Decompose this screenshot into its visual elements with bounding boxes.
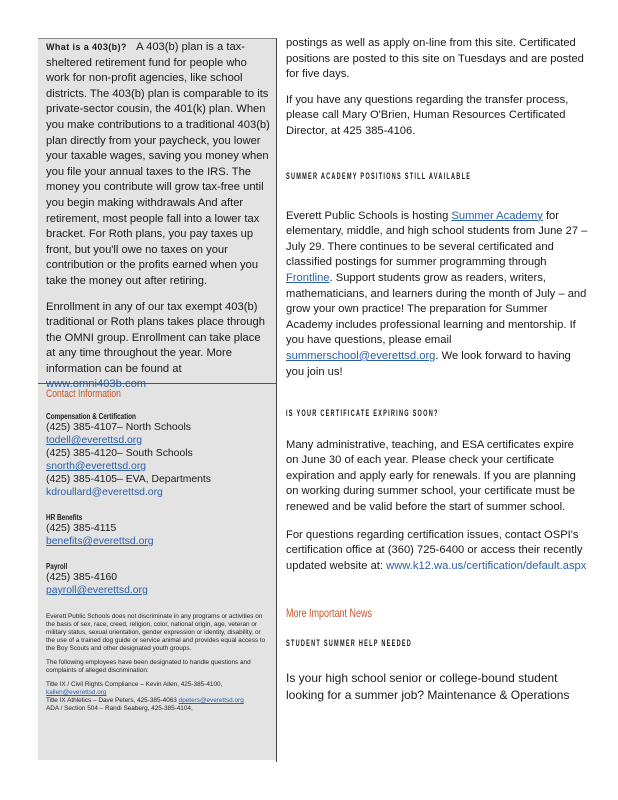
frontline-link[interactable]: Frontline	[286, 271, 330, 284]
transfer-questions: If you have any questions regarding the transfer process, please call Mary O'Brien, Human Resources Certificated Director, at 425 385-4106.	[286, 93, 569, 137]
designee-name: – Kevin Allen, 425-385-4100,	[140, 681, 223, 688]
contact-line: (425) 385-4120– South Schools	[46, 448, 193, 459]
student-summer-heading: STUDENT SUMMER HELP NEEDED	[286, 638, 413, 649]
intro-question-label: What is a 403(b)?	[46, 42, 127, 52]
contact-email[interactable]: kdroullard@everettsd.org	[46, 487, 163, 498]
contact-title-benefits: HR Benefits	[46, 513, 83, 522]
summer-academy-link[interactable]: Summer Academy	[451, 209, 543, 222]
certificate-paragraph-2	[286, 528, 588, 575]
contact-line: (425) 385-4107– North Schools	[46, 422, 191, 433]
intro-section	[46, 40, 270, 403]
designee-role: Title IX Athletics	[46, 697, 92, 704]
cert-text: For questions regarding certification issues, contact OSPI's certification office at (360) 725-6400 or access their recently updated website at:	[286, 528, 583, 572]
summer-academy-paragraph	[286, 209, 588, 381]
designee-name: – Randi Seaberg, 425-385-4104,	[99, 705, 193, 712]
intro-text-1: A 403(b) plan is a tax-sheltered retirement fund for people who work for non-profit agencies, like school districts. The 403(b) plan is comparable to its private-sector cousin, the 401(k) plan. When you make contributions to a traditional 403(b) plan directly from your paycheck, you lower your taxable wages, saving you money when you file your annual taxes to the IRS. The money you contribute will grow tax-free until you begin making withdrawals And after retirement, most people fall into a lower tax bracket. For Roth plans, you pay taxes up front, but you'll owe no taxes on your contribution or the profits earned when you take the money out after retiring.	[46, 41, 270, 287]
contact-section	[46, 388, 270, 713]
designee-email[interactable]: kallen@everettsd.org	[46, 689, 107, 696]
intro-paragraph-2	[46, 300, 270, 394]
certificate-paragraph-1: Many administrative, teaching, and ESA certificates expire on June 30 of each year. Please check your certificate expiration and apply early for renewals. If you are planning on working during summer school, your certificate must be renewed and be valid before the start of summer school.	[286, 438, 576, 514]
designated-text: The following employees have been designated to handle questions and complaints of alleged discrimination:	[46, 659, 251, 674]
summer-text-b: for elementary, middle, and high school students from June 27 – July 29. There continues to be several certificated and classified postings for summer programming through	[286, 209, 588, 269]
contact-email[interactable]: benefits@everettsd.org	[46, 536, 154, 547]
summer-academy-heading: SUMMER ACADEMY POSITIONS STILL AVAILABLE	[286, 170, 472, 181]
contact-email[interactable]: payroll@everettsd.org	[46, 585, 148, 596]
designee-role: Title IX / Civil Rights Compliance	[46, 681, 139, 688]
summer-text-a: Everett Public Schools is hosting	[286, 209, 449, 222]
top-rule	[38, 38, 276, 39]
student-summer-paragraph: Is your high school senior or college-bound student looking for a summer job? Maintenance & Operations	[286, 670, 570, 702]
section-divider	[38, 383, 276, 384]
contact-heading: Contact Information	[46, 388, 121, 400]
omni-link[interactable]: www.omni403b.com	[46, 378, 147, 391]
designee-2	[46, 697, 270, 705]
contact-line: (425) 385-4105– EVA, Departments	[46, 474, 211, 485]
designee-1	[46, 681, 270, 697]
contact-phone: (425) 385-4160	[46, 572, 118, 583]
contact-phone: (425) 385-4115	[46, 523, 117, 534]
column-separator	[276, 38, 277, 762]
summer-email-link[interactable]: summerschool@everettsd.org	[286, 349, 436, 362]
summer-text-d: . We look forward to having you join us!	[286, 349, 571, 378]
designee-email[interactable]: dpeters@everettsd.org	[178, 697, 244, 704]
contact-title-payroll: Payroll	[46, 562, 68, 571]
more-news-heading: More Important News	[286, 606, 373, 621]
designee-3	[46, 705, 270, 713]
nondiscrimination-text: Everett Public Schools does not discriminate in any programs or activities on the basis of sex, race, creed, religion, color, national origin, age, veteran or military status, sexual orientation, gender expression or identity, disability, or the use of a trained dog guide or service animal and provides equal access to the Boy Scouts and other designated youth groups.	[46, 613, 266, 652]
right-column	[286, 36, 588, 704]
transfer-continued: postings as well as apply on-line from this site. Certificated positions are posted to this site on Tuesdays and are posted for five days.	[286, 37, 584, 81]
certificate-heading: IS YOUR CERTIFICATE EXPIRING SOON?	[286, 408, 439, 419]
contact-title-compensation: Compensation & Certification	[46, 412, 136, 421]
ospi-link[interactable]: www.k12.wa.us/certification/default.aspx	[386, 559, 587, 572]
left-sidebar	[38, 38, 276, 760]
contact-email[interactable]: todell@everettsd.org	[46, 435, 143, 446]
intro-text-2: Enrollment in any of our tax exempt 403(b) traditional or Roth plans takes place through the OMNI group. Enrollment can take place at any time throughout the year. More information can be found at	[46, 300, 265, 375]
summer-text-c: . Support students grow as readers, writers, mathematicians, and learners during the month of July – and grow your own practice! The preparation for Summer Academy includes professional learning and mentorship. If you have questions, please email	[286, 271, 587, 347]
designee-name: – Dave Peters, 425-385-4063	[93, 697, 177, 704]
designee-role: ADA / Section 504	[46, 705, 98, 712]
contact-email[interactable]: snorth@everettsd.org	[46, 461, 147, 472]
intro-paragraph-1	[46, 40, 270, 290]
